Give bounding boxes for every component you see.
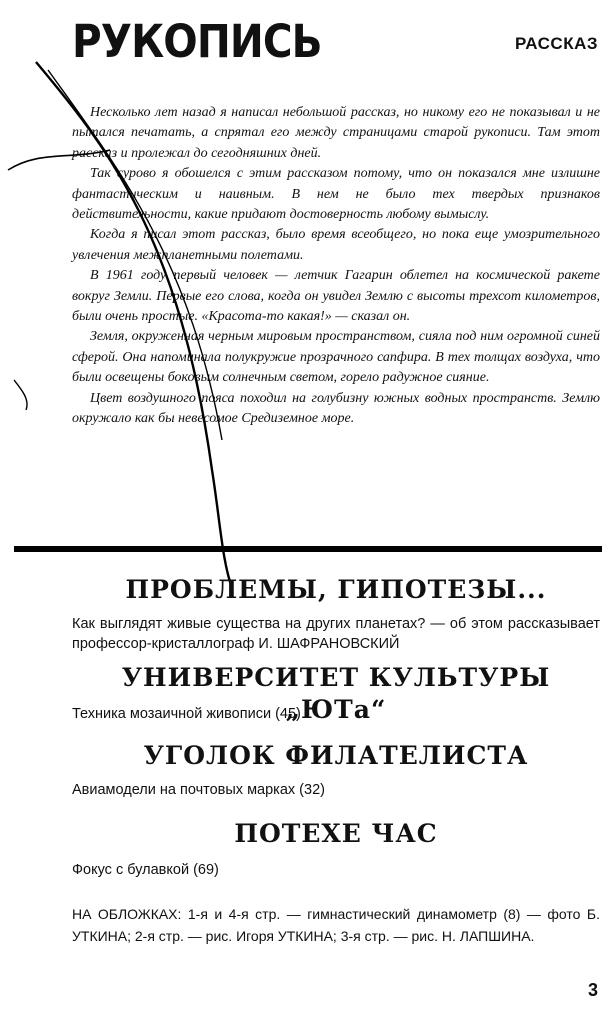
page-number: 3 [587, 980, 598, 1000]
story-paragraph: Когда я писал этот рассказ, было время всеобщего, но пока еще умозрительного увлечения межпланетными полетами. [72, 227, 600, 263]
cover-credits: НА ОБЛОЖКАХ: 1-я и 4-я стр. — гимнастический динамометр (8) — фото Б. УТКИНА; 2-я стр. — рис. Игоря УТКИНА; 3-я стр. — рис. Н. ЛАПШИНА. [72, 906, 600, 944]
section-text-fun-hour: Фокус с булавкой (69) [72, 862, 219, 878]
section-heading-university: УНИВЕРСИТЕТ КУЛЬТУРЫ „ЮТа“ [121, 663, 551, 724]
section-text-problems: Как выглядят живые существа на других планетах? — об этом рассказывает профессор-кристаллограф И. ШАФРАНОВСКИЙ [72, 616, 600, 652]
story-title: РУКОПИСЬ [72, 15, 322, 68]
story-paragraph: В 1961 году первый человек — летчик Гагарин облетел на космической ракете вокруг Земли. Первые его слова, когда он увидел Землю с высоты трехсот километров, были очень простые. «Красота-то какая!» — сказал он. [72, 268, 600, 325]
section-heading-philately: УГОЛОК ФИЛАТЕЛИСТА [143, 741, 529, 770]
section-text-university: Техника мозаичной живописи (45) [72, 706, 301, 722]
section-heading-fun-hour: ПОТЕХЕ ЧАС [234, 819, 438, 848]
masthead [72, 14, 598, 74]
story-paragraph: Цвет воздушного пояса походил на голубизну южных водных пространств. Землю окружало как бы невесомое Средиземное море. [72, 390, 600, 427]
story-paragraph: Так сурово я обошелся с этим рассказом потому, что он показался мне излишне фантастическим и наивным. В нем не было тех твердых признаков действительности, какие придают достоверность любому вымыслу. [72, 166, 600, 223]
section-heading-problems: ПРОБЛЕМЫ, ГИПОТЕЗЫ... [125, 575, 547, 604]
section-text-philately: Авиамодели на почтовых марках (32) [72, 782, 325, 798]
section-divider [14, 546, 602, 552]
story-paragraph: Несколько лет назад я написал небольшой рассказ, но никому его не показывал и не пытался печатать, а спрятал его между страницами старой рукописи. Там этот рассказ и пролежал до сегодняшних дней. [72, 105, 600, 161]
story-paragraph: Земля, окруженная черным мировым пространством, сияла под ним огромной синей сферой. Она напоминала полукружие прозрачного сапфира. В тех толщах воздуха, что были освещены боковым солнечным светом, горело радужное сияние. [72, 329, 600, 386]
story-genre-label: РАССКАЗ [514, 34, 598, 53]
story-text [72, 103, 600, 430]
